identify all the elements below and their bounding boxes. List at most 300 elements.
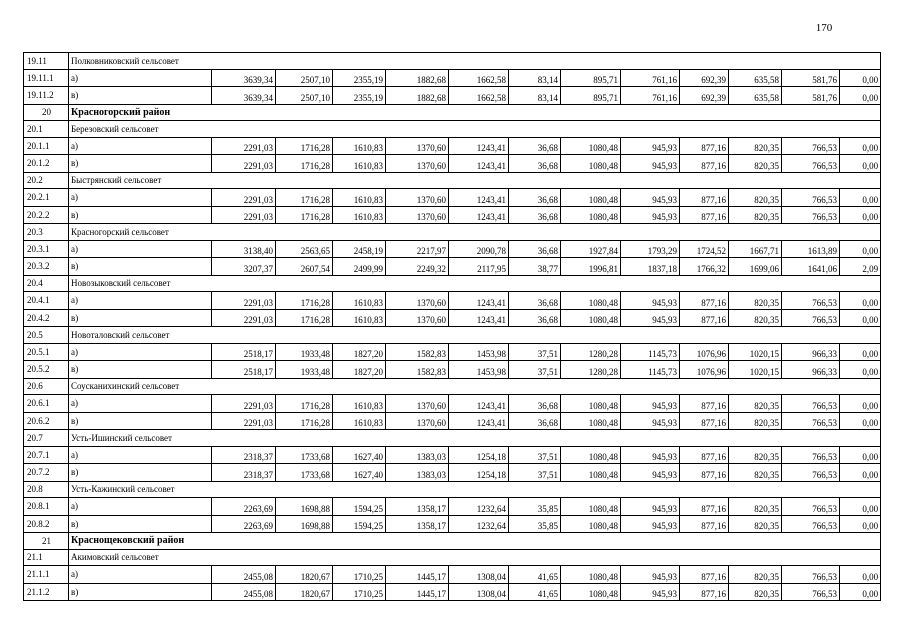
value-cell: 766,53 [782, 583, 840, 601]
value-cell: 766,53 [782, 309, 840, 327]
value-cell: 820,35 [729, 566, 782, 584]
value-cell: 635,58 [729, 87, 782, 105]
value-cell: 1370,60 [386, 292, 449, 310]
table-body [24, 53, 881, 601]
district-row [24, 533, 881, 550]
row-variant-label: в) [69, 361, 212, 379]
value-cell: 1370,60 [386, 206, 449, 224]
value-cell: 0,00 [840, 446, 881, 464]
settlement-row [24, 481, 881, 498]
value-cell: 2,09 [840, 258, 881, 276]
value-cell: 1610,83 [333, 155, 386, 173]
row-code: 20.6.1 [24, 395, 69, 413]
value-cell: 820,35 [729, 206, 782, 224]
value-cell: 1582,83 [386, 343, 449, 361]
value-cell: 1080,48 [561, 206, 621, 224]
value-cell: 877,16 [680, 515, 729, 533]
value-cell: 2458,19 [333, 240, 386, 258]
value-cell: 1882,68 [386, 87, 449, 105]
row-code: 20.7 [24, 430, 69, 447]
value-cell: 37,51 [509, 446, 561, 464]
value-cell: 1308,04 [449, 583, 509, 601]
value-cell: 1716,28 [276, 412, 333, 430]
value-cell: 945,93 [621, 206, 680, 224]
value-cell: 37,51 [509, 343, 561, 361]
value-cell: 1145,73 [621, 361, 680, 379]
value-cell: 1145,73 [621, 343, 680, 361]
value-cell: 820,35 [729, 583, 782, 601]
value-cell: 1766,32 [680, 258, 729, 276]
value-cell: 1662,58 [449, 69, 509, 87]
value-cell: 2291,03 [212, 395, 276, 413]
value-cell: 0,00 [840, 515, 881, 533]
value-cell: 37,51 [509, 464, 561, 482]
value-cell: 945,93 [621, 395, 680, 413]
value-cell: 1716,28 [276, 292, 333, 310]
value-cell: 1254,18 [449, 446, 509, 464]
value-cell: 1662,58 [449, 87, 509, 105]
value-cell: 1610,83 [333, 189, 386, 207]
value-cell: 692,39 [680, 87, 729, 105]
row-variant-label: а) [69, 498, 212, 516]
value-cell: 1370,60 [386, 309, 449, 327]
value-cell: 41,65 [509, 583, 561, 601]
table-row [24, 258, 881, 276]
value-cell: 3207,37 [212, 258, 276, 276]
row-code: 20.6 [24, 378, 69, 395]
table-row [24, 155, 881, 173]
value-cell: 1733,68 [276, 464, 333, 482]
value-cell: 2563,65 [276, 240, 333, 258]
value-cell: 1232,64 [449, 498, 509, 516]
value-cell: 2117,95 [449, 258, 509, 276]
value-cell: 0,00 [840, 87, 881, 105]
value-cell: 1837,18 [621, 258, 680, 276]
value-cell: 581,76 [782, 87, 840, 105]
value-cell: 1820,67 [276, 566, 333, 584]
value-cell: 1370,60 [386, 189, 449, 207]
value-cell: 766,53 [782, 566, 840, 584]
row-code: 20.3.2 [24, 258, 69, 276]
row-code: 20.7.2 [24, 464, 69, 482]
value-cell: 1243,41 [449, 189, 509, 207]
table-row [24, 189, 881, 207]
value-cell: 1280,28 [561, 361, 621, 379]
value-cell: 766,53 [782, 446, 840, 464]
value-cell: 0,00 [840, 137, 881, 155]
settlement-name: Усть-Кажинский сельсовет [69, 481, 881, 498]
value-cell: 1582,83 [386, 361, 449, 379]
value-cell: 1076,96 [680, 343, 729, 361]
value-cell: 37,51 [509, 361, 561, 379]
value-cell: 2507,10 [276, 69, 333, 87]
value-cell: 1358,17 [386, 515, 449, 533]
value-cell: 1370,60 [386, 137, 449, 155]
row-code: 20.4 [24, 275, 69, 292]
value-cell: 945,93 [621, 515, 680, 533]
value-cell: 36,68 [509, 395, 561, 413]
value-cell: 820,35 [729, 464, 782, 482]
value-cell: 1710,25 [333, 566, 386, 584]
value-cell: 83,14 [509, 69, 561, 87]
value-cell: 1641,06 [782, 258, 840, 276]
value-cell: 1080,48 [561, 583, 621, 601]
value-cell: 36,68 [509, 240, 561, 258]
value-cell: 36,68 [509, 309, 561, 327]
value-cell: 766,53 [782, 412, 840, 430]
value-cell: 0,00 [840, 343, 881, 361]
value-cell: 1232,64 [449, 515, 509, 533]
value-cell: 35,85 [509, 515, 561, 533]
row-code: 19.11.2 [24, 87, 69, 105]
value-cell: 1243,41 [449, 412, 509, 430]
settlement-row [24, 172, 881, 189]
value-cell: 83,14 [509, 87, 561, 105]
value-cell: 820,35 [729, 412, 782, 430]
value-cell: 1716,28 [276, 206, 333, 224]
value-cell: 877,16 [680, 155, 729, 173]
value-cell: 2507,10 [276, 87, 333, 105]
value-cell: 766,53 [782, 137, 840, 155]
row-variant-label: в) [69, 258, 212, 276]
value-cell: 1445,17 [386, 583, 449, 601]
value-cell: 2499,99 [333, 258, 386, 276]
value-cell: 1610,83 [333, 395, 386, 413]
value-cell: 877,16 [680, 583, 729, 601]
value-cell: 38,77 [509, 258, 561, 276]
value-cell: 966,33 [782, 343, 840, 361]
value-cell: 0,00 [840, 240, 881, 258]
value-cell: 2455,08 [212, 566, 276, 584]
table-row [24, 309, 881, 327]
row-variant-label: в) [69, 206, 212, 224]
settlement-name: Соусканихинский сельсовет [69, 378, 881, 395]
value-cell: 2355,19 [333, 87, 386, 105]
value-cell: 1383,03 [386, 464, 449, 482]
value-cell: 877,16 [680, 206, 729, 224]
value-cell: 1716,28 [276, 155, 333, 173]
value-cell: 1627,40 [333, 446, 386, 464]
row-code: 20.7.1 [24, 446, 69, 464]
value-cell: 766,53 [782, 292, 840, 310]
value-cell: 0,00 [840, 464, 881, 482]
value-cell: 766,53 [782, 395, 840, 413]
row-code: 20.4.1 [24, 292, 69, 310]
value-cell: 2090,78 [449, 240, 509, 258]
value-cell: 1080,48 [561, 498, 621, 516]
row-variant-label: а) [69, 566, 212, 584]
value-cell: 36,68 [509, 412, 561, 430]
value-cell: 1080,48 [561, 566, 621, 584]
value-cell: 1882,68 [386, 69, 449, 87]
value-cell: 766,53 [782, 498, 840, 516]
value-cell: 1383,03 [386, 446, 449, 464]
value-cell: 877,16 [680, 137, 729, 155]
settlement-row [24, 378, 881, 395]
value-cell: 1243,41 [449, 292, 509, 310]
value-cell: 877,16 [680, 292, 729, 310]
value-cell: 2263,69 [212, 515, 276, 533]
value-cell: 945,93 [621, 137, 680, 155]
value-cell: 1358,17 [386, 498, 449, 516]
value-cell: 895,71 [561, 69, 621, 87]
table-row [24, 137, 881, 155]
value-cell: 1243,41 [449, 395, 509, 413]
value-cell: 2607,54 [276, 258, 333, 276]
value-cell: 877,16 [680, 309, 729, 327]
value-cell: 2291,03 [212, 412, 276, 430]
value-cell: 36,68 [509, 155, 561, 173]
value-cell: 3138,40 [212, 240, 276, 258]
row-variant-label: а) [69, 137, 212, 155]
row-code: 20 [24, 104, 69, 121]
value-cell: 877,16 [680, 189, 729, 207]
table-row [24, 515, 881, 533]
value-cell: 895,71 [561, 87, 621, 105]
value-cell: 1698,88 [276, 515, 333, 533]
value-cell: 1610,83 [333, 309, 386, 327]
value-cell: 1453,98 [449, 343, 509, 361]
value-cell: 0,00 [840, 566, 881, 584]
table-row [24, 498, 881, 516]
value-cell: 1716,28 [276, 137, 333, 155]
value-cell: 1080,48 [561, 137, 621, 155]
value-cell: 2355,19 [333, 69, 386, 87]
value-cell: 35,85 [509, 498, 561, 516]
value-cell: 945,93 [621, 292, 680, 310]
value-cell: 1020,15 [729, 361, 782, 379]
value-cell: 1933,48 [276, 343, 333, 361]
value-cell: 1445,17 [386, 566, 449, 584]
table-row [24, 412, 881, 430]
row-variant-label: а) [69, 395, 212, 413]
value-cell: 1243,41 [449, 309, 509, 327]
row-variant-label: в) [69, 515, 212, 533]
value-cell: 3639,34 [212, 87, 276, 105]
table-row [24, 206, 881, 224]
row-code: 20.8.1 [24, 498, 69, 516]
value-cell: 1613,89 [782, 240, 840, 258]
row-code: 20.3.1 [24, 240, 69, 258]
value-cell: 761,16 [621, 69, 680, 87]
value-cell: 1243,41 [449, 137, 509, 155]
value-cell: 1716,28 [276, 309, 333, 327]
table-row [24, 446, 881, 464]
value-cell: 1820,67 [276, 583, 333, 601]
table-row [24, 361, 881, 379]
value-cell: 1308,04 [449, 566, 509, 584]
value-cell: 1594,25 [333, 498, 386, 516]
district-name: Красногорский район [69, 104, 881, 121]
settlement-row [24, 327, 881, 344]
row-code: 20.3 [24, 224, 69, 241]
row-variant-label: в) [69, 87, 212, 105]
value-cell: 1610,83 [333, 206, 386, 224]
settlement-row [24, 275, 881, 292]
value-cell: 2291,03 [212, 309, 276, 327]
value-cell: 1370,60 [386, 155, 449, 173]
value-cell: 766,53 [782, 155, 840, 173]
row-variant-label: а) [69, 69, 212, 87]
value-cell: 761,16 [621, 87, 680, 105]
table-row [24, 292, 881, 310]
value-cell: 0,00 [840, 69, 881, 87]
value-cell: 820,35 [729, 498, 782, 516]
value-cell: 820,35 [729, 137, 782, 155]
value-cell: 766,53 [782, 464, 840, 482]
row-variant-label: в) [69, 155, 212, 173]
value-cell: 820,35 [729, 155, 782, 173]
value-cell: 0,00 [840, 309, 881, 327]
settlement-row [24, 549, 881, 566]
row-code: 20.8.2 [24, 515, 69, 533]
value-cell: 2291,03 [212, 189, 276, 207]
settlement-name: Березовский сельсовет [69, 121, 881, 138]
value-cell: 945,93 [621, 464, 680, 482]
value-cell: 766,53 [782, 515, 840, 533]
value-cell: 1080,48 [561, 446, 621, 464]
value-cell: 820,35 [729, 309, 782, 327]
table-row [24, 464, 881, 482]
value-cell: 945,93 [621, 446, 680, 464]
row-code: 21.1.2 [24, 583, 69, 601]
value-cell: 3639,34 [212, 69, 276, 87]
value-cell: 1080,48 [561, 412, 621, 430]
value-cell: 1698,88 [276, 498, 333, 516]
value-cell: 1927,84 [561, 240, 621, 258]
value-cell: 877,16 [680, 412, 729, 430]
value-cell: 1716,28 [276, 189, 333, 207]
settlement-name: Новоталовский сельсовет [69, 327, 881, 344]
row-variant-label: в) [69, 412, 212, 430]
value-cell: 820,35 [729, 515, 782, 533]
value-cell: 945,93 [621, 498, 680, 516]
row-variant-label: а) [69, 240, 212, 258]
settlement-name: Акимовский сельсовет [69, 549, 881, 566]
row-variant-label: а) [69, 292, 212, 310]
settlement-name: Полковниковский сельсовет [69, 53, 881, 70]
value-cell: 1370,60 [386, 412, 449, 430]
settlement-name: Красногорский сельсовет [69, 224, 881, 241]
table-row [24, 240, 881, 258]
value-cell: 945,93 [621, 566, 680, 584]
value-cell: 877,16 [680, 446, 729, 464]
value-cell: 1243,41 [449, 155, 509, 173]
value-cell: 945,93 [621, 189, 680, 207]
value-cell: 1080,48 [561, 309, 621, 327]
value-cell: 2518,17 [212, 343, 276, 361]
row-variant-label: в) [69, 583, 212, 601]
value-cell: 2318,37 [212, 464, 276, 482]
row-variant-label: в) [69, 464, 212, 482]
row-variant-label: а) [69, 189, 212, 207]
row-code: 20.5 [24, 327, 69, 344]
value-cell: 2455,08 [212, 583, 276, 601]
value-cell: 36,68 [509, 189, 561, 207]
value-cell: 1080,48 [561, 189, 621, 207]
value-cell: 2263,69 [212, 498, 276, 516]
value-cell: 1610,83 [333, 292, 386, 310]
row-code: 20.5.2 [24, 361, 69, 379]
value-cell: 1610,83 [333, 412, 386, 430]
value-cell: 877,16 [680, 498, 729, 516]
value-cell: 36,68 [509, 206, 561, 224]
value-cell: 1080,48 [561, 515, 621, 533]
row-code: 20.5.1 [24, 343, 69, 361]
value-cell: 1080,48 [561, 155, 621, 173]
value-cell: 820,35 [729, 395, 782, 413]
value-cell: 36,68 [509, 292, 561, 310]
row-code: 19.11 [24, 53, 69, 70]
value-cell: 2217,97 [386, 240, 449, 258]
value-cell: 877,16 [680, 395, 729, 413]
table-row [24, 566, 881, 584]
value-cell: 966,33 [782, 361, 840, 379]
value-cell: 945,93 [621, 309, 680, 327]
value-cell: 692,39 [680, 69, 729, 87]
value-cell: 1710,25 [333, 583, 386, 601]
value-cell: 1453,98 [449, 361, 509, 379]
row-code: 20.2.2 [24, 206, 69, 224]
value-cell: 1733,68 [276, 446, 333, 464]
value-cell: 0,00 [840, 412, 881, 430]
value-cell: 1827,20 [333, 361, 386, 379]
value-cell: 2291,03 [212, 206, 276, 224]
row-code: 20.2.1 [24, 189, 69, 207]
row-code: 20.1.2 [24, 155, 69, 173]
value-cell: 2291,03 [212, 137, 276, 155]
settlement-name: Усть-Ишинский сельсовет [69, 430, 881, 447]
settlement-name: Быстрянский сельсовет [69, 172, 881, 189]
value-cell: 1724,52 [680, 240, 729, 258]
value-cell: 0,00 [840, 583, 881, 601]
value-cell: 41,65 [509, 566, 561, 584]
value-cell: 635,58 [729, 69, 782, 87]
value-cell: 2518,17 [212, 361, 276, 379]
value-cell: 2249,32 [386, 258, 449, 276]
table-row [24, 343, 881, 361]
value-cell: 945,93 [621, 412, 680, 430]
value-cell: 766,53 [782, 206, 840, 224]
value-cell: 1080,48 [561, 395, 621, 413]
district-name: Краснощековский район [69, 533, 881, 550]
value-cell: 2318,37 [212, 446, 276, 464]
value-cell: 36,68 [509, 137, 561, 155]
row-code: 21.1.1 [24, 566, 69, 584]
value-cell: 0,00 [840, 292, 881, 310]
row-code: 20.8 [24, 481, 69, 498]
value-cell: 0,00 [840, 206, 881, 224]
value-cell: 1020,15 [729, 343, 782, 361]
value-cell: 1996,81 [561, 258, 621, 276]
value-cell: 1627,40 [333, 464, 386, 482]
value-cell: 1827,20 [333, 343, 386, 361]
settlement-row [24, 121, 881, 138]
value-cell: 0,00 [840, 189, 881, 207]
row-code: 21.1 [24, 549, 69, 566]
settlement-row [24, 53, 881, 70]
value-cell: 1254,18 [449, 464, 509, 482]
row-code: 20.1.1 [24, 137, 69, 155]
value-cell: 1933,48 [276, 361, 333, 379]
row-variant-label: в) [69, 309, 212, 327]
table-row [24, 87, 881, 105]
value-cell: 877,16 [680, 464, 729, 482]
row-code: 19.11.1 [24, 69, 69, 87]
table-row [24, 69, 881, 87]
value-cell: 1699,06 [729, 258, 782, 276]
page-number: 170 [815, 22, 833, 34]
